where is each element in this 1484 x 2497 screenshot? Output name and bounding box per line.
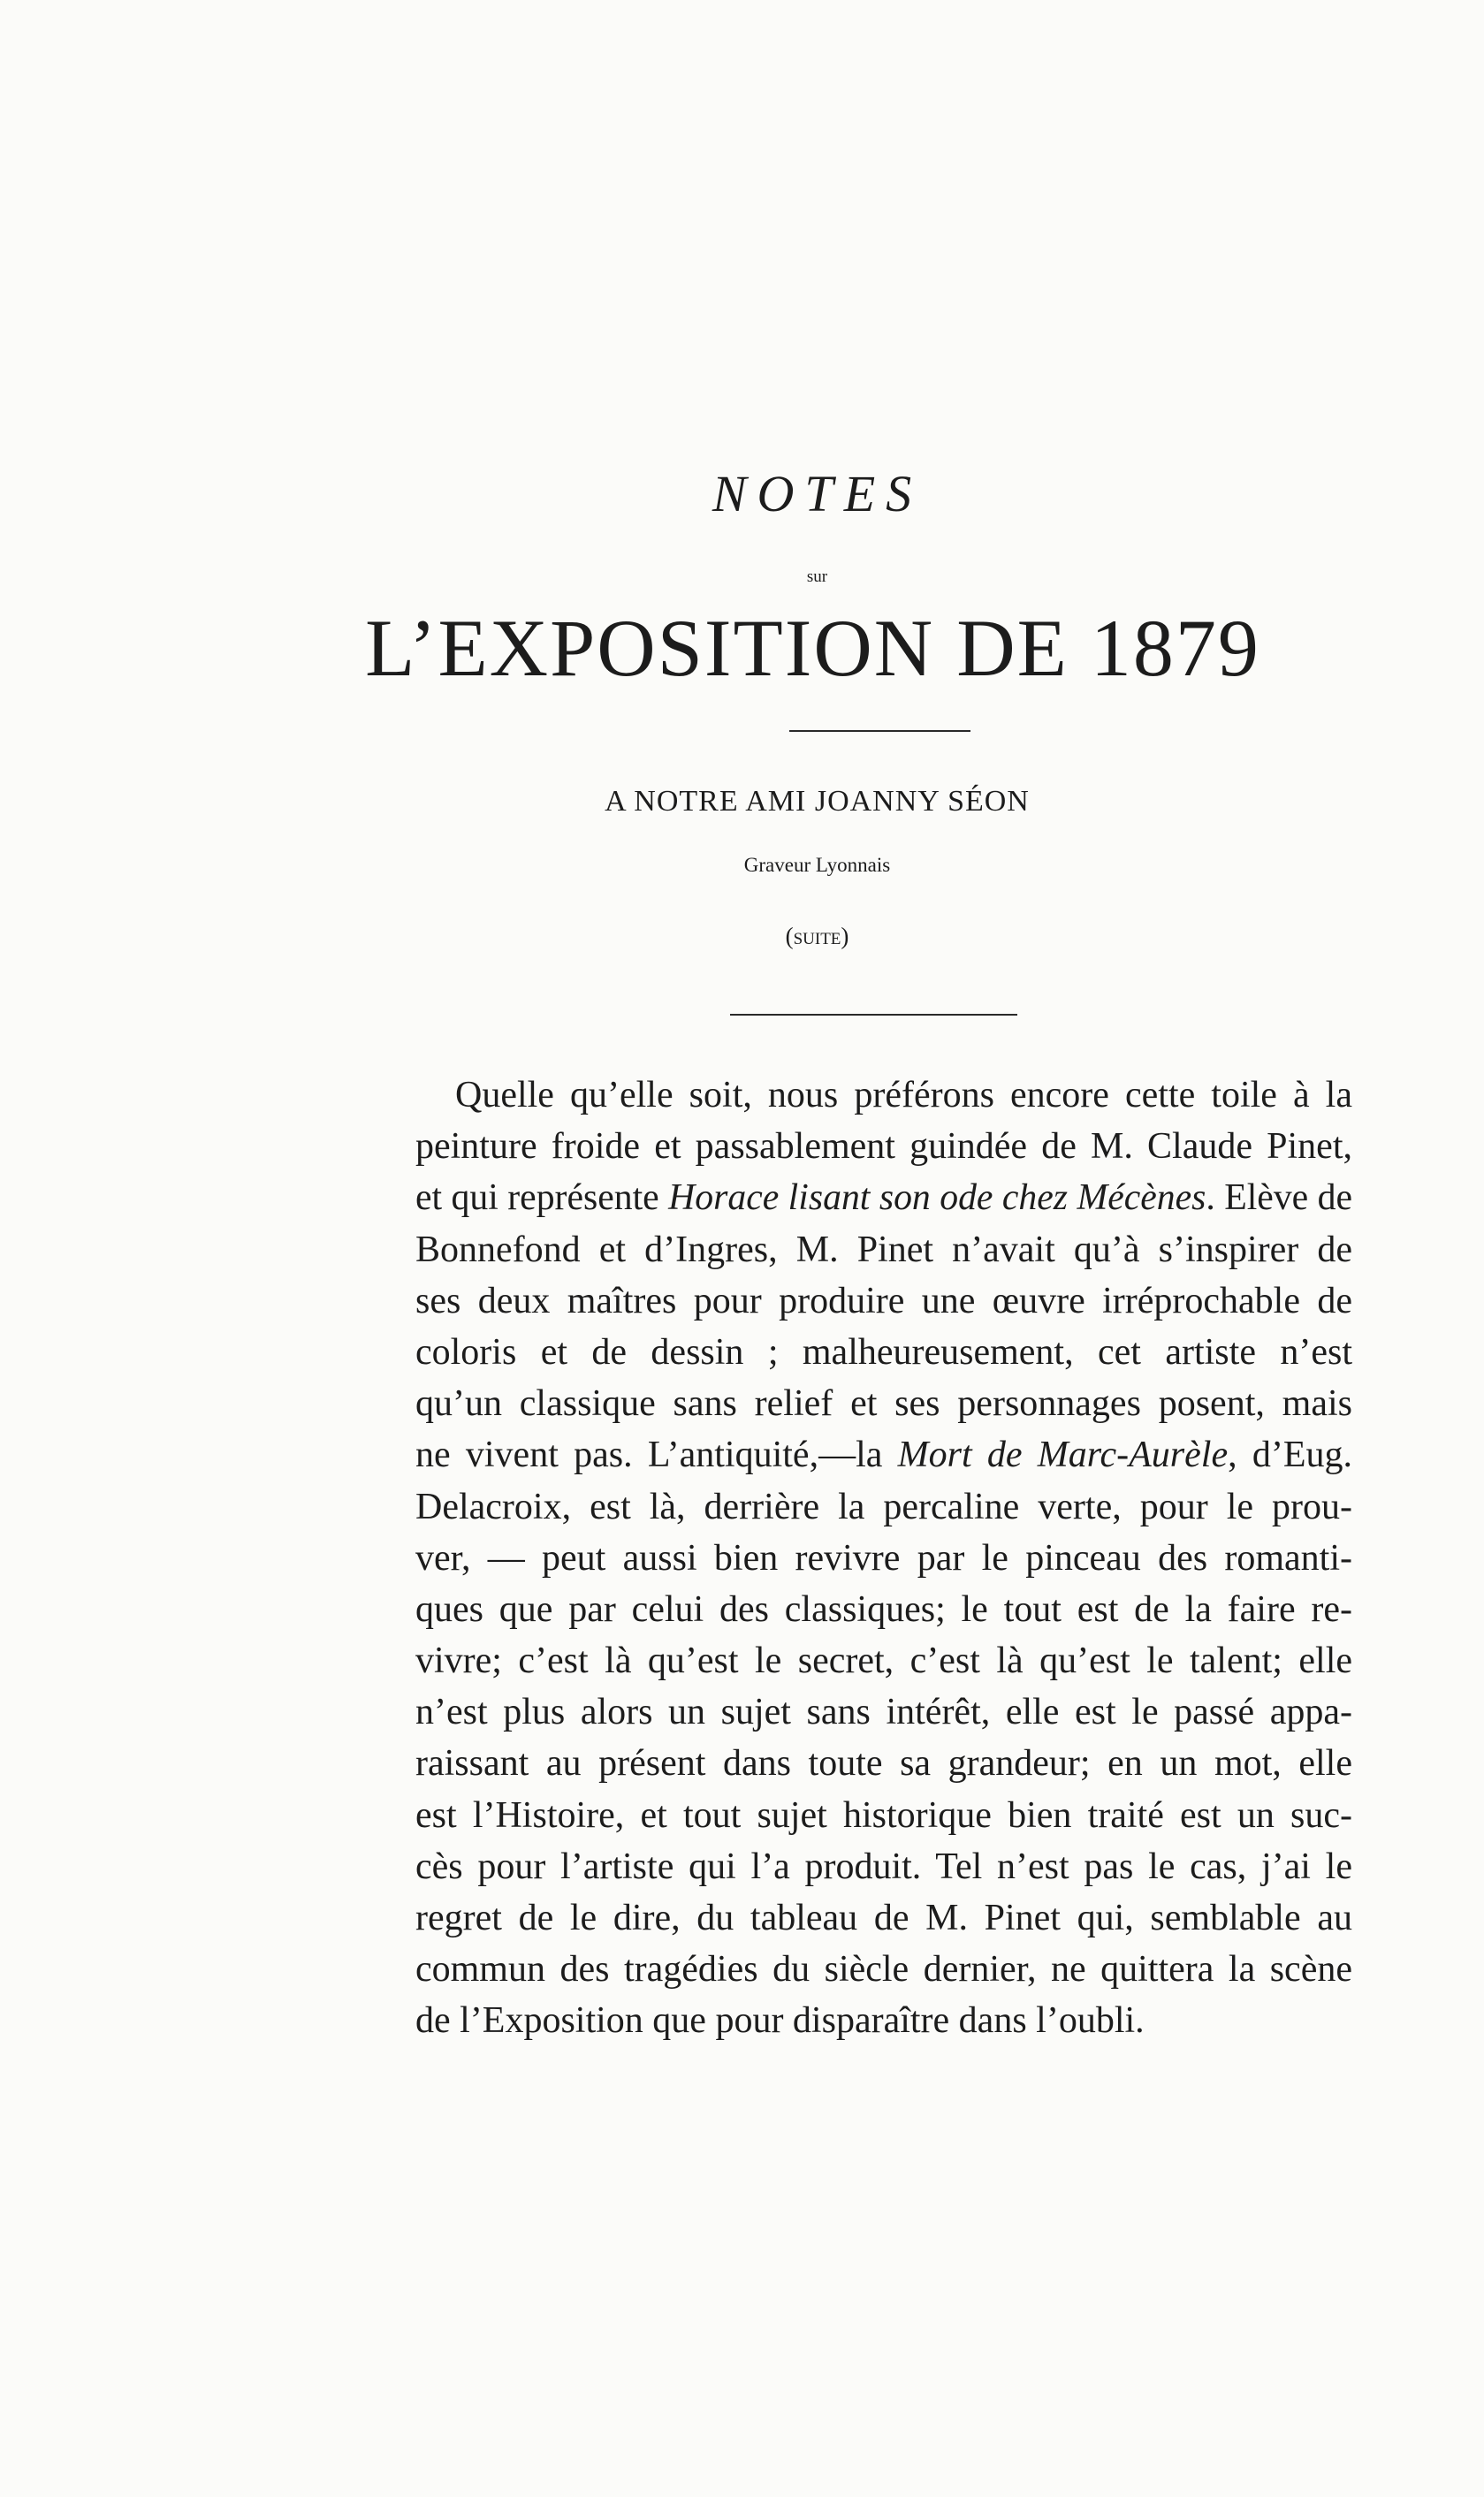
text-line: peinture froide et passablement guindée de M. Claude Pinet, — [415, 1126, 1352, 1168]
heading-notes: NOTES — [712, 465, 923, 522]
text-line: Delacroix, est là, derrière la percaline verte, pour le prou- — [415, 1486, 1352, 1527]
text-line: ses deux maîtres pour produire une œuvre irréprochable de — [415, 1280, 1352, 1321]
text-line: Bonnefond et d’Ingres, M. Pinet n’avait qu’à s’inspirer de — [415, 1229, 1352, 1270]
text-line: coloris et de dessin ; malheureusement, cet artiste n’est — [415, 1331, 1352, 1373]
page-title: L’EXPOSITION DE 1879 — [365, 603, 1260, 693]
text-line: vivre; c’est là qu’est le secret, c’est là qu’est le talent; elle — [415, 1641, 1352, 1682]
text-line: et qui représente Horace lisant son ode chez Mécènes. Elève de — [415, 1177, 1352, 1219]
text-line: ques que par celui des classiques; le tout est de la faire re- — [415, 1588, 1352, 1630]
text-line: est l’Histoire, et tout sujet historique bien traité est un suc- — [415, 1794, 1352, 1836]
text-line: n’est plus alors un sujet sans intérêt, elle est le passé appa- — [415, 1692, 1352, 1733]
divider-rule — [789, 730, 970, 732]
suite-label: (suite) — [785, 923, 849, 949]
body-paragraph — [415, 1070, 1352, 2047]
artwork-title: Horace lisant son ode chez Mécènes — [668, 1177, 1206, 1219]
dedication-subtitle: Graveur Lyonnais — [743, 854, 891, 876]
dedication: A NOTRE AMI JOANNY SÉON — [605, 785, 1030, 818]
artwork-title: Mort de Marc-Aurèle — [897, 1435, 1229, 1476]
text-line: regret de le dire, du tableau de M. Pinet qui, semblable au — [415, 1898, 1352, 1938]
text-line: commun des tragédies du siècle dernier, ne quittera la scène — [415, 1949, 1352, 1991]
text-line: ne vivent pas. L’antiquité,—la Mort de Marc-Aurèle, d’Eug. — [415, 1435, 1352, 1476]
text-line: ver, — peut aussi bien revivre par le pinceau des romanti- — [415, 1537, 1352, 1579]
text-line: cès pour l’artiste qui l’a produit. Tel n’est pas le cas, j’ai le — [415, 1846, 1352, 1887]
heading-sur: sur — [806, 567, 828, 586]
text-line: qu’un classique sans relief et ses personnages posent, mais — [415, 1383, 1352, 1425]
text-line: raissant au présent dans toute sa grandeur; en un mot, elle — [415, 1743, 1352, 1785]
text-line: Quelle qu’elle soit, nous préférons encore cette toile à la — [455, 1075, 1352, 1115]
text-line: de l’Exposition que pour disparaître dans l’oubli. — [415, 2000, 1145, 2042]
divider-rule — [730, 1014, 1017, 1016]
